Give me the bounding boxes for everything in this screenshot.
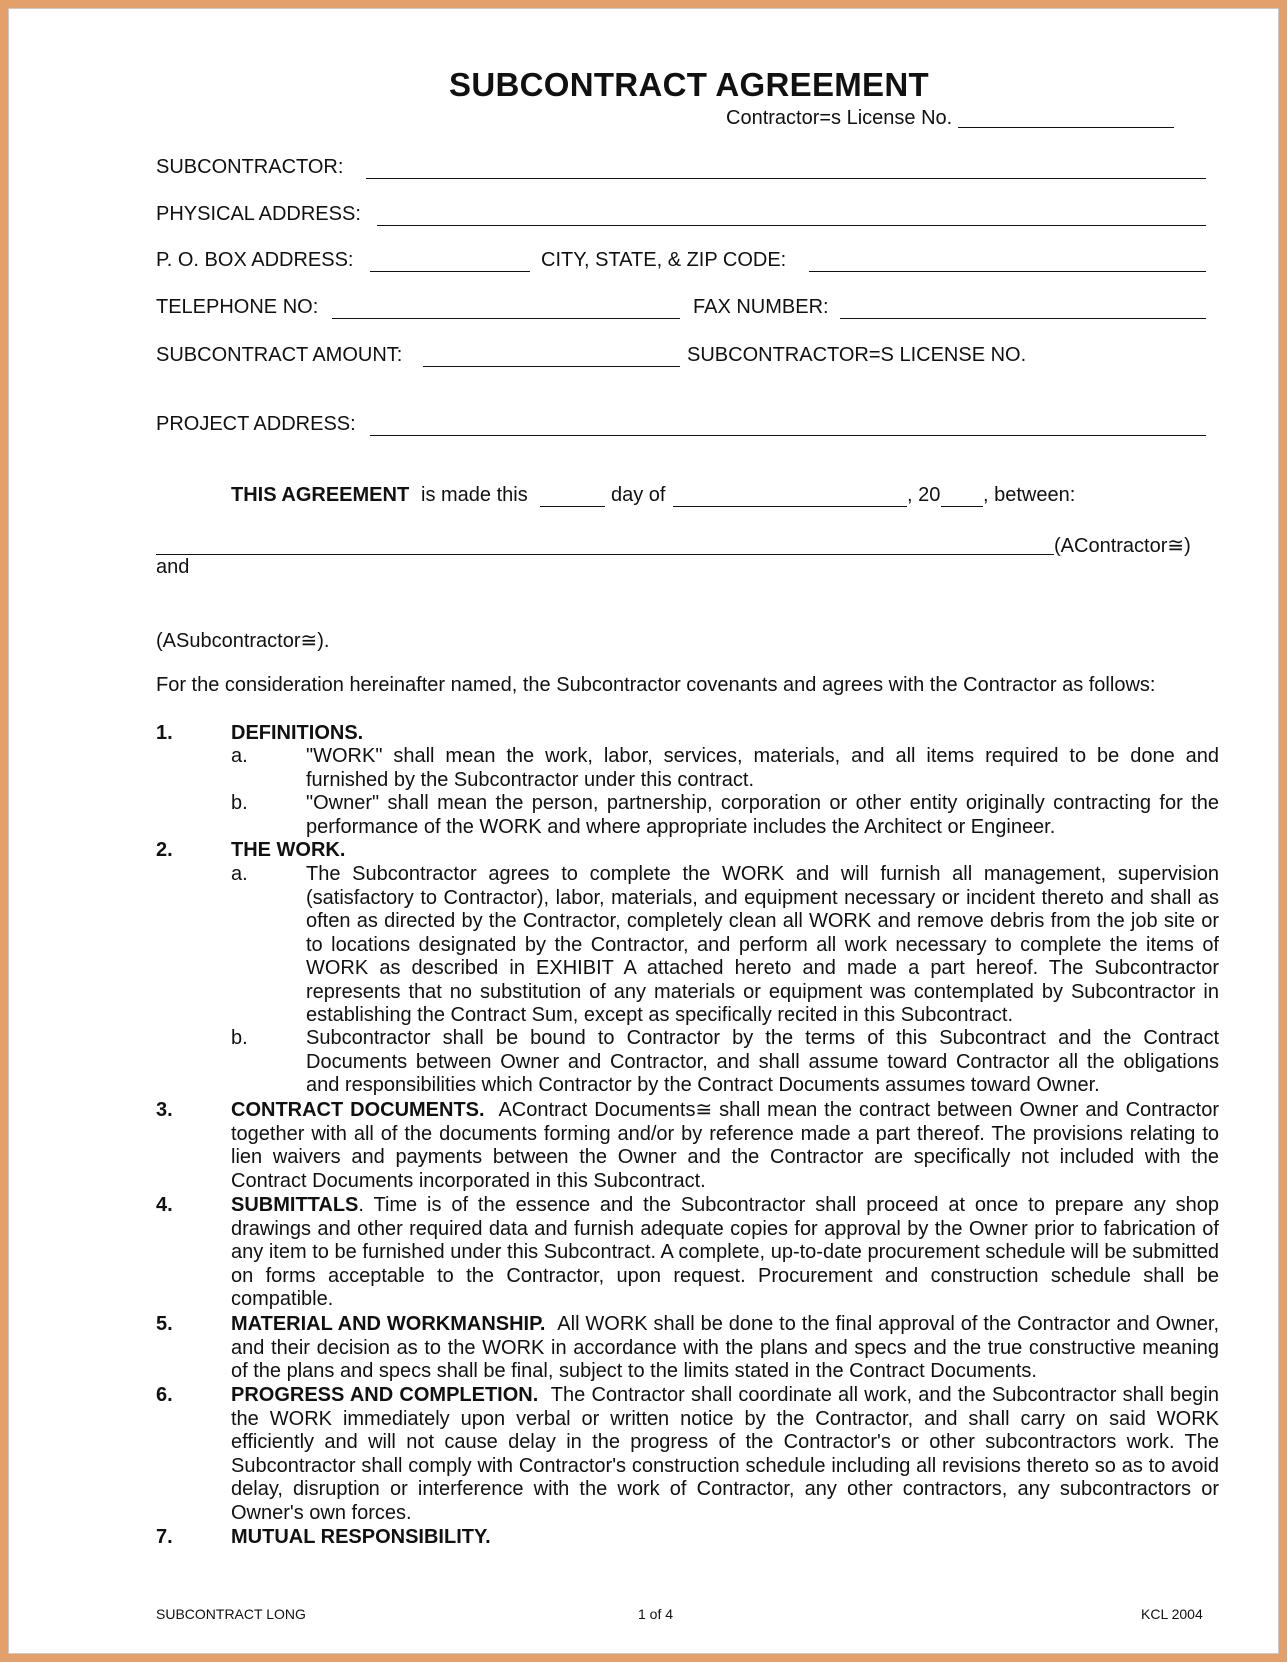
project-address-label: PROJECT ADDRESS: (156, 413, 356, 435)
section-3-number: 3. (156, 1099, 173, 1121)
section-6-text: The Contractor shall coordinate all work, and the Subcontractor shall begin the WORK immediately upon verbal or written notice by the Contractor, and shall carry on said WORK efficiently and will not cause delay in the progress of the Contractor's or other subcontractors work. The Subcontractor shall comply with Contractor's construction schedule including all revisions thereto so as to avoid delay, disruption or interference with the work of Contractor, any other contractors, any subcontractors or Owner's own forces. (231, 1384, 1219, 1524)
subcontract-amount-label: SUBCONTRACT AMOUNT: (156, 344, 403, 366)
year-blank (941, 506, 983, 507)
section-5-body (231, 1313, 1219, 1384)
po-box-blank (370, 271, 530, 272)
section-6-body (231, 1384, 1219, 1525)
fax-label: FAX NUMBER: (693, 296, 829, 318)
agreement-between: , between: (983, 484, 1076, 506)
subcontract-amount-blank (423, 366, 680, 367)
section-5-title: MATERIAL AND WORKMANSHIP. (231, 1313, 546, 1335)
physical-address-blank (377, 225, 1206, 226)
contractor-license-label (726, 107, 952, 130)
section-1-number: 1. (156, 722, 173, 744)
section-4-title: SUBMITTALS (231, 1194, 359, 1216)
section-7-number: 7. (156, 1526, 173, 1548)
section-2-title: THE WORK. (231, 839, 346, 861)
contractor-tag: (AContractor≅) (1054, 535, 1191, 557)
subcontractor-label: SUBCONTRACTOR: (156, 156, 344, 178)
contractor-license-text: Contractor=s License No. (726, 107, 953, 129)
section-4-body (231, 1194, 1219, 1312)
agreement-day-of: day of (611, 484, 666, 506)
section-2-number: 2. (156, 839, 173, 861)
section-1b-text: "Owner" shall mean the person, partnership, corporation or other entity originally contracting for the performance of the WORK and where appropriate includes the Architect or Engineer. (306, 792, 1219, 838)
footer-right: KCL 2004 (1141, 1606, 1203, 1622)
day-blank (540, 506, 605, 507)
document-title: SUBCONTRACT AGREEMENT (449, 66, 929, 103)
section-5-number: 5. (156, 1313, 173, 1335)
subcontractor-license-label: SUBCONTRACTOR=S LICENSE NO. (687, 344, 1027, 366)
and-text: and (156, 556, 190, 578)
section-6-number: 6. (156, 1384, 173, 1406)
section-3-text: AContract Documents≅ shall mean the contract between Owner and Contractor together with all of the documents forming and/or by reference made a part thereof. The provisions relating to lien waivers and payments between the Owner and the Contractor are specifically not included with the Contract Documents incorporated in this Subcontract. (231, 1099, 1219, 1192)
footer-left: SUBCONTRACT LONG (156, 1606, 306, 1622)
project-address-blank (370, 435, 1206, 436)
section-3-body (231, 1099, 1219, 1193)
telephone-blank (332, 318, 680, 319)
section-4-number: 4. (156, 1194, 173, 1216)
section-7-title: MUTUAL RESPONSIBILITY. (231, 1526, 491, 1548)
section-5-text: All WORK shall be done to the final approval of the Contractor and Owner, and their decision as to the WORK in accordance with the plans and specs and the true constructive meaning of the plans and specs shall be final, subject to the limits stated in the Contract Documents. (231, 1313, 1219, 1382)
contractor-name-blank (156, 554, 1054, 555)
consideration-text: For the consideration hereinafter named, the Subcontractor covenants and agrees with the Contractor as follows: (156, 674, 1156, 696)
footer-page-number: 1 of 4 (638, 1606, 674, 1622)
contractor-license-blank (958, 127, 1174, 128)
po-box-label: P. O. BOX ADDRESS: (156, 249, 354, 271)
section-6-title: PROGRESS AND COMPLETION. (231, 1384, 539, 1406)
section-1a-text: "WORK" shall mean the work, labor, services, materials, and all items required to be done and furnished by the Subcontractor under this contract. (306, 745, 1219, 791)
agreement-made-this: is made this (421, 484, 528, 506)
section-2b-text: Subcontractor shall be bound to Contractor by the terms of this Subcontract and the Contract Documents between Owner and Contractor, and shall assume toward Contractor all the obligations and responsibilities which Contractor by the Contract Documents assumes toward Owner. (306, 1027, 1219, 1096)
section-2b-label: b. (231, 1027, 248, 1049)
month-blank (673, 506, 907, 507)
section-3-title: CONTRACT DOCUMENTS. (231, 1099, 485, 1121)
agreement-lead-bold: THIS AGREEMENT (231, 484, 410, 506)
section-1-title: DEFINITIONS. (231, 722, 364, 744)
section-1a-label: a. (231, 745, 248, 767)
fax-blank (840, 318, 1206, 319)
telephone-label: TELEPHONE NO: (156, 296, 319, 318)
subcontractor-blank (366, 178, 1206, 179)
city-state-zip-blank (809, 271, 1206, 272)
section-2a-text: The Subcontractor agrees to complete the WORK and will furnish all management, supervision (satisfactory to Contractor), labor, materials, and equipment necessary or incident thereto and shall as often as directed by the Contractor, completely clean all WORK and remove debris from the job site or to locations designated by the Contractor, and perform all work necessary to complete the items of WORK as described in EXHIBIT A attached hereto and made a part hereof. The Subcontractor represents that no substitution of any materials or equipment was contemplated by Subcontractor in establishing the Contract Sum, except as specifically recited in this Subcontract. (306, 863, 1219, 1026)
agreement-year-prefix: , 20 (907, 484, 941, 506)
subcontractor-tag: (ASubcontractor≅). (156, 630, 330, 652)
section-1b-label: b. (231, 792, 248, 814)
city-state-zip-label: CITY, STATE, & ZIP CODE: (541, 249, 787, 271)
section-2a-label: a. (231, 863, 248, 885)
physical-address-label: PHYSICAL ADDRESS: (156, 203, 361, 225)
section-4-text: . Time is of the essence and the Subcontractor shall proceed at once to prepare any shop drawings and other required data and furnish adequate copies for approval by the Owner prior to fabrication of any item to be furnished under this Subcontract. A complete, up-to-date procurement schedule will be submitted on forms acceptable to the Contractor, upon request. Procurement and construction schedule shall be compatible. (231, 1194, 1219, 1310)
